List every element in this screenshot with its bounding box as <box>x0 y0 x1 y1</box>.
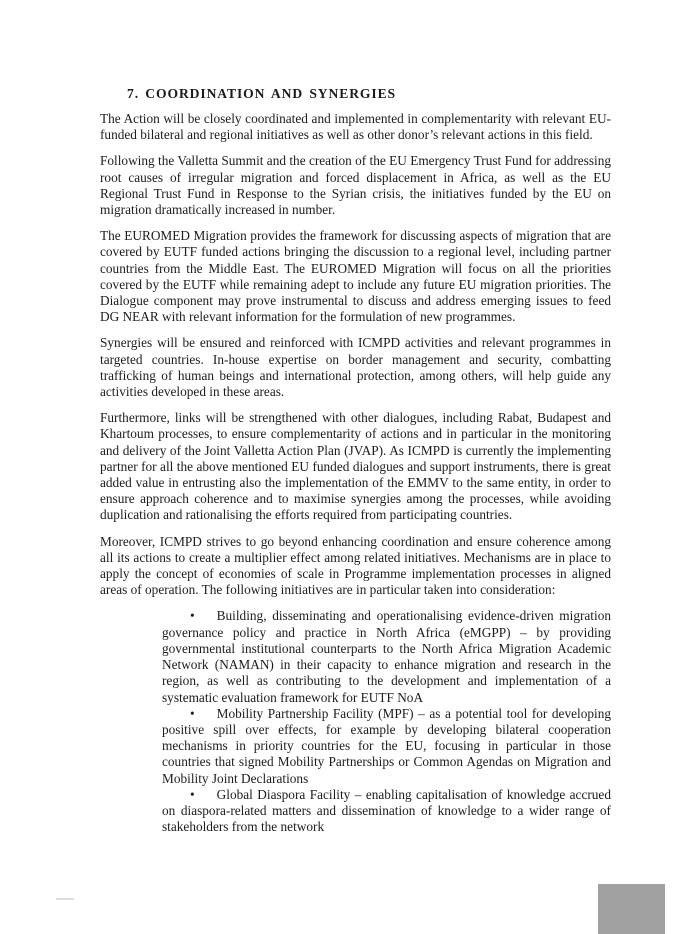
bullet-icon: • <box>190 786 195 802</box>
paragraph: Following the Valletta Summit and the creation of the EU Emergency Trust Fund for addressing root causes of irregular migration and forced displacement in Africa, as well as the EU Regional Trust Fund in Response to the Syrian crisis, the initiatives funded by the EU on migration dramatically increased in number. <box>100 153 611 218</box>
bullet-text: Mobility Partnership Facility (MPF) – as a potential tool for developing positive spill over effects, for example by developing bilateral cooperation mechanisms in priority countries for the EU, focusing in particular in those countries that signed Mobility Partnerships or Common Agendas on Migration and Mobility Joint Declarations <box>162 705 611 786</box>
scan-artifact <box>56 898 74 900</box>
paragraph: The EUROMED Migration provides the framework for discussing aspects of migration that are covered by EUTF funded actions bringing the discussion to a regional level, including partner countries from the Middle East. The EUROMED Migration will focus on all the priorities covered by the EUTF while remaining adept to include any future EU migration priorities. The Dialogue component may prove instrumental to discuss and address emerging issues to feed DG NEAR with relevant information for the formulation of new programmes. <box>100 228 611 325</box>
bullet-text: Building, disseminating and operationalising evidence-driven migration governance policy and practice in North Africa (eMGPP) – by providing governmental institutional counterparts to the North Africa Migration Academic Network (NAMAN) in their capacity to enhance migration and research in the region, as well as contributing to the development and implementation of a systematic evaluation framework for EUTF NoA <box>162 608 611 705</box>
paragraph: The Action will be closely coordinated and implemented in complementarity with relevant EU-funded bilateral and regional initiatives as well as other donor’s relevant actions in this field. <box>100 111 611 143</box>
text-column <box>100 86 611 835</box>
bullet-item <box>162 787 611 836</box>
bullet-list <box>100 608 611 835</box>
paragraph: Moreover, ICMPD strives to go beyond enhancing coordination and ensure coherence among all its actions to create a multiplier effect among related initiatives. Mechanisms are in place to apply the concept of economies of scale in Programme implementation processes in aligned areas of operation. The following initiatives are in particular taken into consideration: <box>100 533 611 598</box>
grey-redaction-box <box>598 884 665 934</box>
bullet-icon: • <box>190 705 195 721</box>
bullet-icon: • <box>190 608 195 624</box>
paragraph: Furthermore, links will be strengthened with other dialogues, including Rabat, Budapest and Khartoum processes, to ensure complementarity of actions and in particular in the monitoring and delivery of the Joint Valletta Action Plan (JVAP). As ICMPD is currently the implementing partner for all the above mentioned EU funded dialogues and support instruments, there is great added value in entrusting also the implementation of the EMMV to the same entity, in order to ensure approach coherence and to maximise synergies among the processes, while avoiding duplication and rationalising the efforts required from participating countries. <box>100 410 611 523</box>
section-heading: 7. COORDINATION AND SYNERGIES <box>127 86 397 101</box>
paragraph: Synergies will be ensured and reinforced with ICMPD activities and relevant programmes in targeted countries. In-house expertise on border management and security, combatting trafficking of human beings and international protection, among others, will help guide any activities developed in these areas. <box>100 335 611 400</box>
bullet-item <box>162 608 611 705</box>
bullet-item <box>162 706 611 787</box>
bullet-text: Global Diaspora Facility – enabling capitalisation of knowledge accrued on diaspora-related matters and dissemination of knowledge to a wider range of stakeholders from the network <box>162 786 611 835</box>
